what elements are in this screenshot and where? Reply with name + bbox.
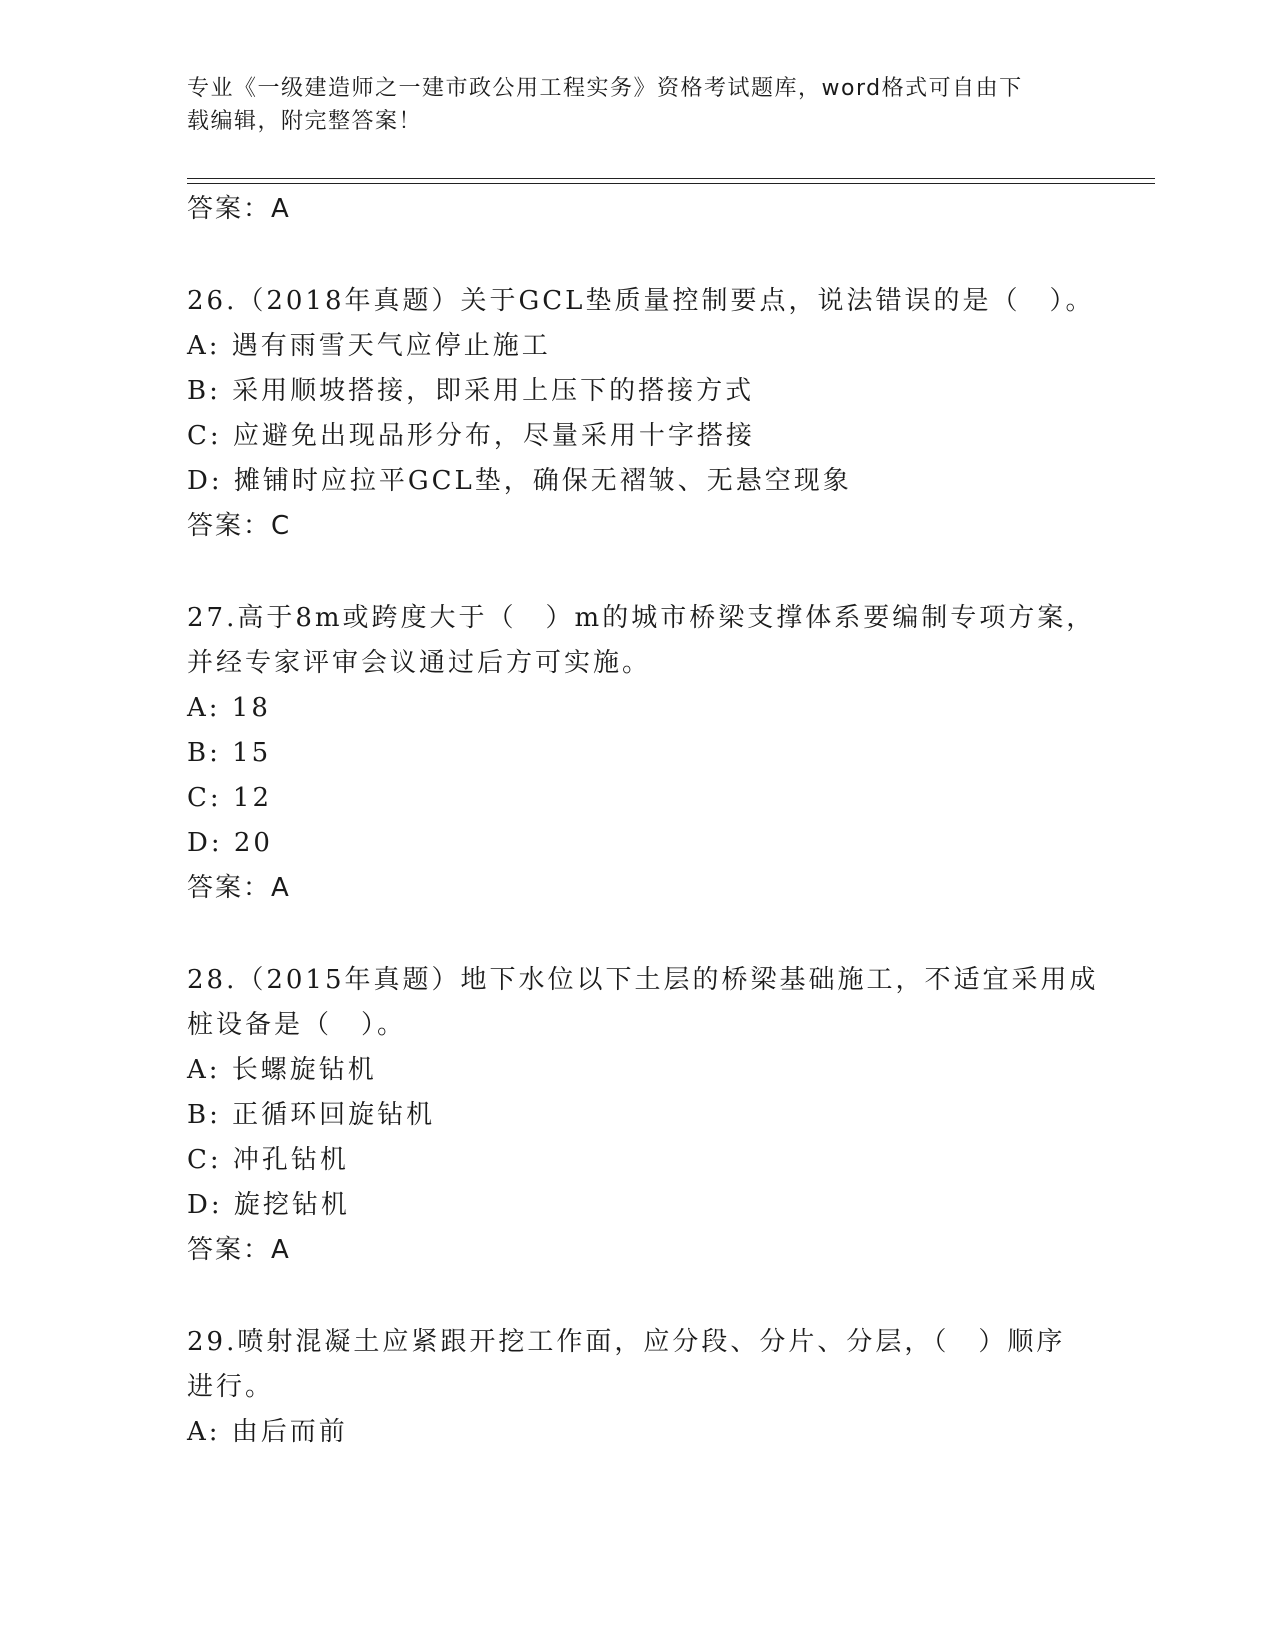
option-d: D: 旋挖钻机 bbox=[187, 1190, 350, 1220]
header-divider-top bbox=[187, 178, 1155, 179]
answer-line: 答案：A bbox=[187, 1235, 291, 1265]
question-28 bbox=[187, 958, 1099, 1273]
option-d: D: 摊铺时应拉平GCL垫，确保无褶皱、无悬空现象 bbox=[187, 466, 852, 496]
option-a: A: 长螺旋钻机 bbox=[187, 1055, 377, 1085]
question-list bbox=[187, 187, 1099, 1455]
option-b: B: 正循环回旋钻机 bbox=[187, 1100, 436, 1130]
option-d: D: 20 bbox=[187, 828, 273, 858]
answer-line: 答案：A bbox=[187, 194, 291, 224]
option-a: A: 遇有雨雪天气应停止施工 bbox=[187, 331, 551, 361]
option-a: A: 由后而前 bbox=[187, 1417, 348, 1447]
question-stem: 26.（2018年真题）关于GCL垫质量控制要点，说法错误的是（ ）。 bbox=[187, 286, 1095, 316]
question-stem-line-1: 29.喷射混凝土应紧跟开挖工作面，应分段、分片、分层，（ ）顺序 bbox=[187, 1327, 1066, 1357]
option-c: C: 冲孔钻机 bbox=[187, 1145, 349, 1175]
question-stem-line-2: 进行。 bbox=[187, 1372, 275, 1402]
header-title-line-2: 载编辑，附完整答案！ bbox=[187, 109, 423, 134]
question-29 bbox=[187, 1320, 1087, 1455]
question-27 bbox=[187, 596, 1096, 911]
answer-line: 答案：A bbox=[187, 873, 291, 903]
option-b: B: 15 bbox=[187, 738, 272, 768]
option-b: B: 采用顺坡搭接，即采用上压下的搭接方式 bbox=[187, 376, 755, 406]
question-26 bbox=[187, 279, 1095, 549]
question-stem-line-2: 桩设备是（ ）。 bbox=[187, 1010, 407, 1040]
document-header bbox=[187, 72, 1067, 138]
header-divider-bottom bbox=[187, 183, 1155, 184]
option-a: A: 18 bbox=[187, 693, 271, 723]
question-stem-line-1: 27.高于8m或跨度大于（ ）m的城市桥梁支撑体系要编制专项方案， bbox=[187, 603, 1096, 633]
question-stem-line-2: 并经专家评审会议通过后方可实施。 bbox=[187, 648, 652, 678]
header-title-line-1: 专业《一级建造师之一建市政公用工程实务》资格考试题库，word格式可自由下 bbox=[187, 76, 1023, 101]
answer-line: 答案：C bbox=[187, 511, 292, 541]
option-c: C: 12 bbox=[187, 783, 273, 813]
option-c: C: 应避免出现品形分布，尽量采用十字搭接 bbox=[187, 421, 755, 451]
question-stem-line-1: 28.（2015年真题）地下水位以下土层的桥梁基础施工，不适宜采用成 bbox=[187, 965, 1099, 995]
